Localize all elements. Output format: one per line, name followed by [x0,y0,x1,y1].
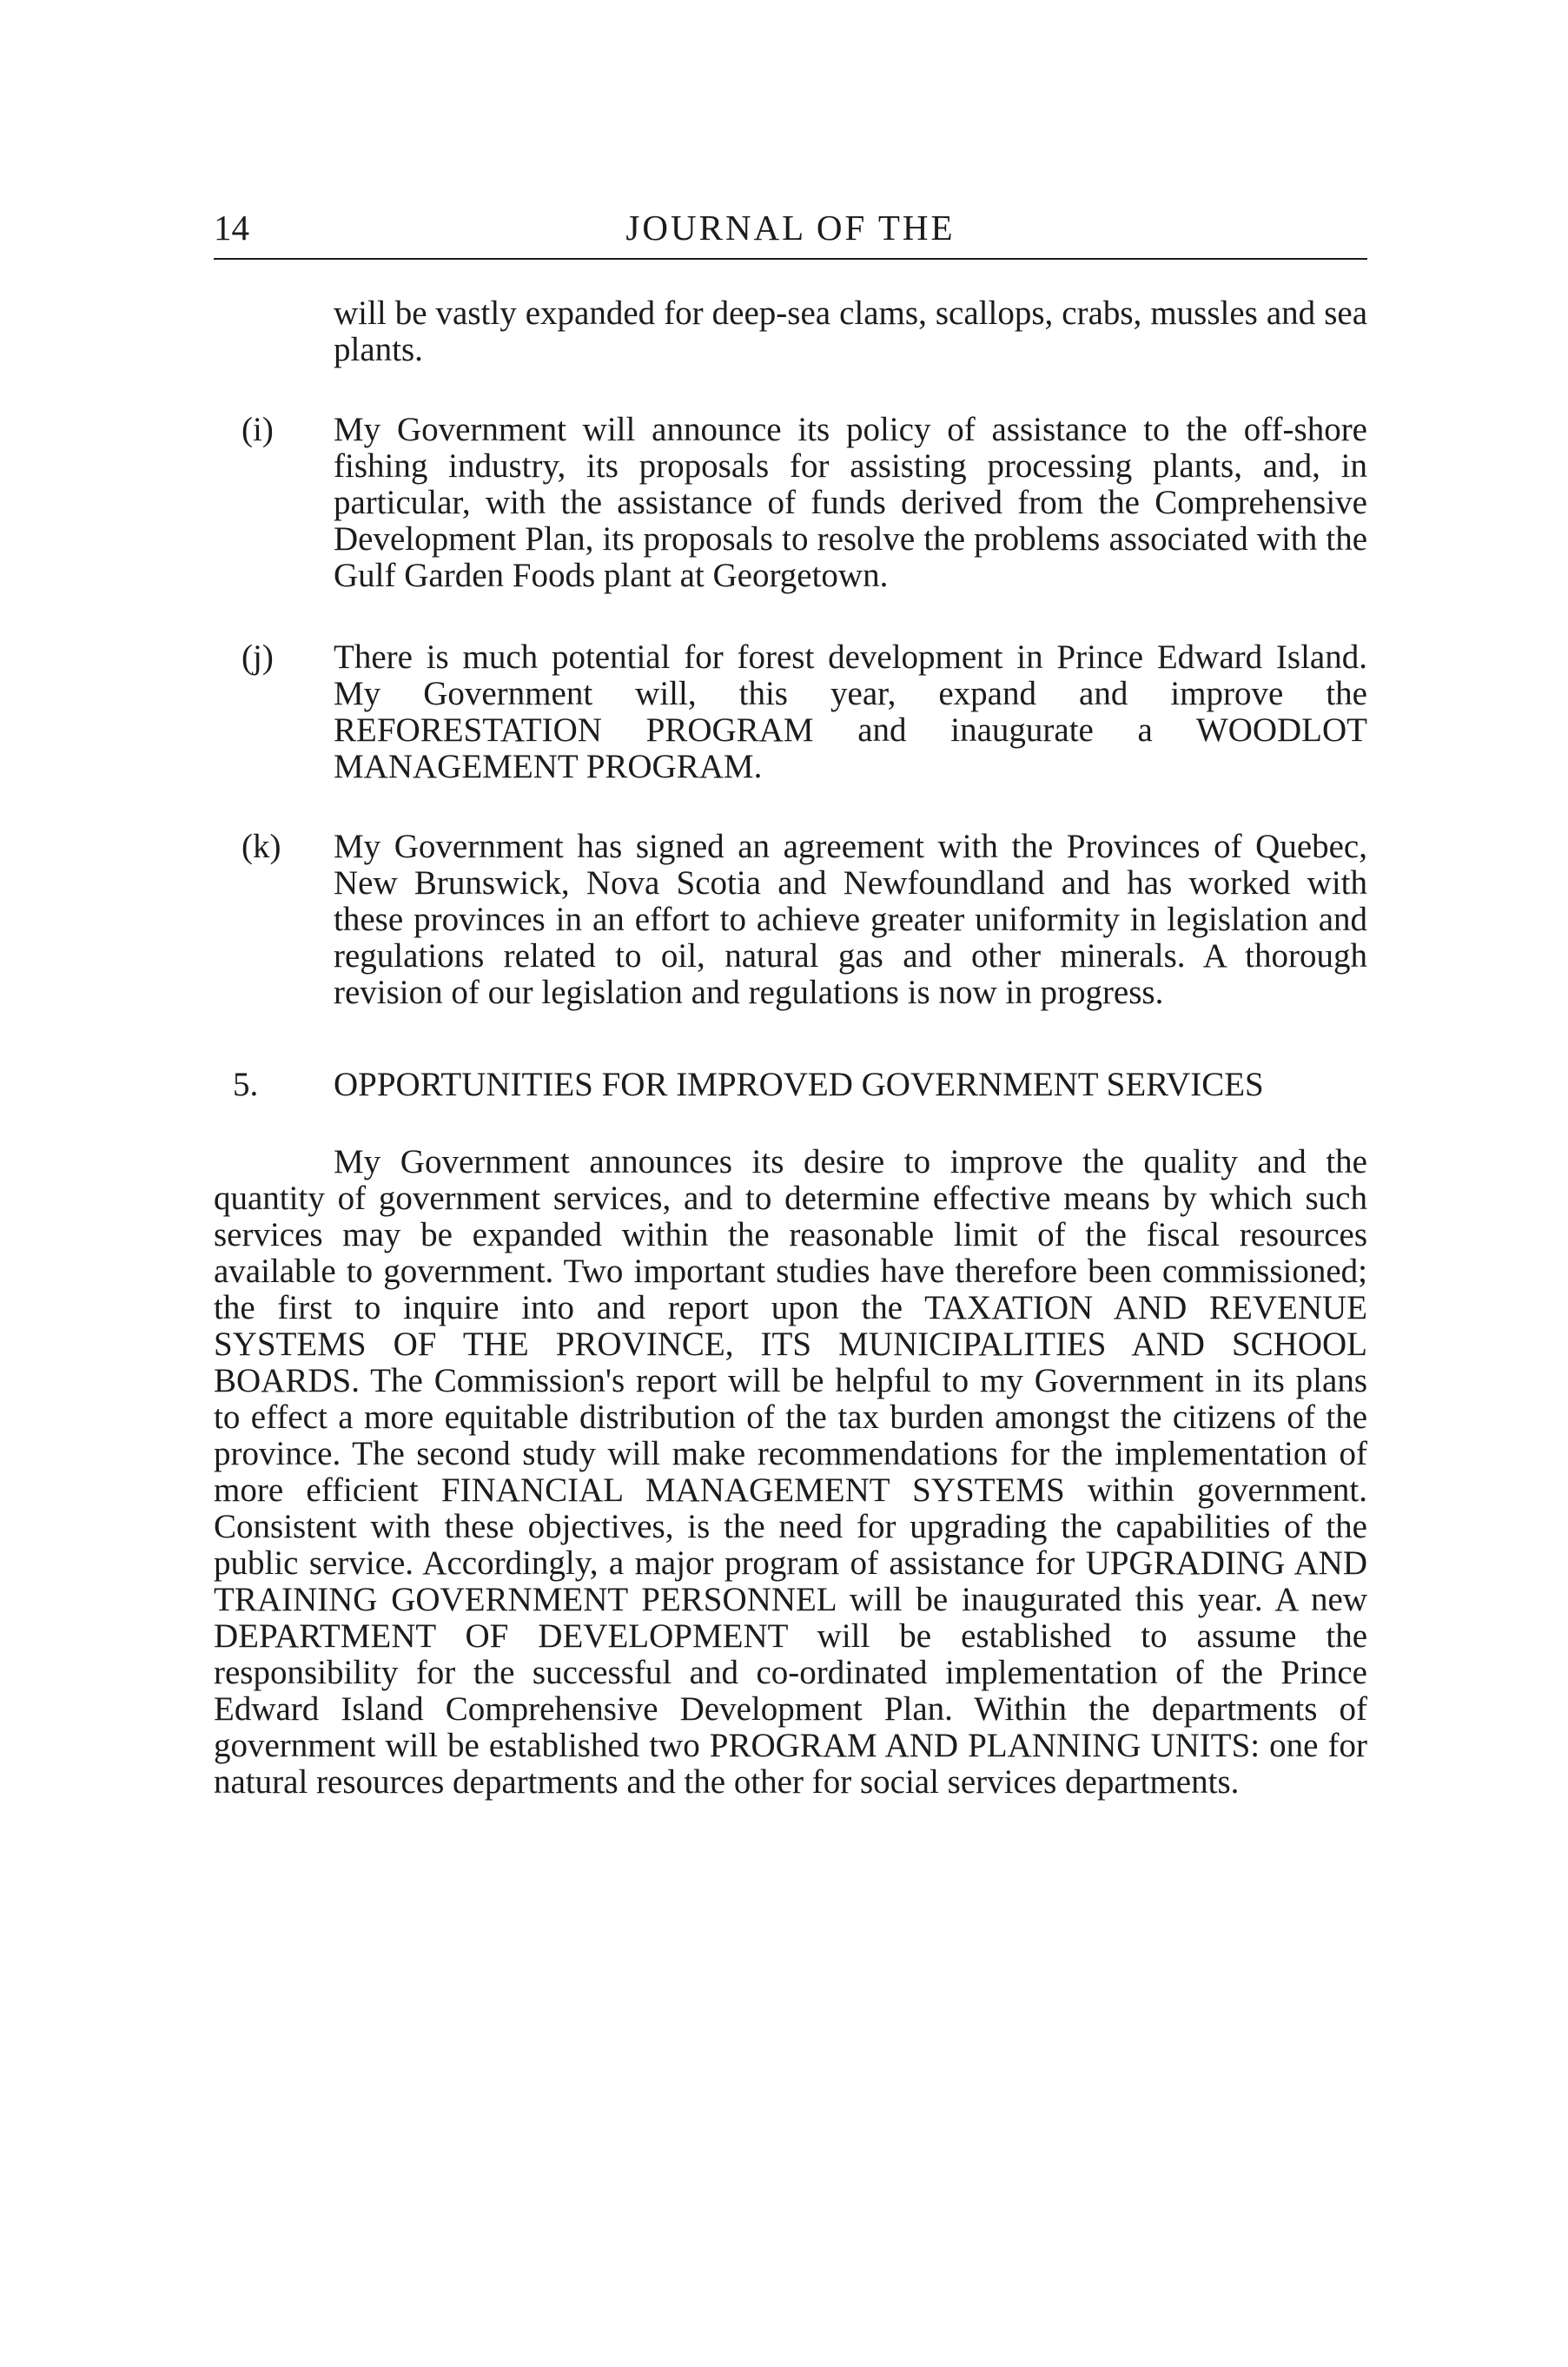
section-paragraph: My Government announces its desire to improve the quality and the quantity of government services, and to determine effective means by which such services may be expanded within the reasonable limit of the fiscal resources available to government. Two important studies have therefore been commissioned; the first to inquire into and report upon the TAXATION AND REVENUE SYSTEMS OF THE PROVINCE, ITS MUNICIPALITIES AND SCHOOL BOARDS. The Commission's report will be helpful to my Government in its plans to effect a more equitable distribution of the tax burden amongst the citizens of the province. The second study will make recommendations for the implementation of more efficient FINANCIAL MANAGEMENT SYSTEMS within government. Consistent with these objectives, is the need for upgrading the capabilities of the public service. Accordingly, a major program of assistance for UPGRADING AND TRAINING GOVERNMENT PERSONNEL will be inaugurated this year. A new DEPARTMENT OF DEVELOPMENT will be established to assume the responsibility for the successful and co-ordinated implementation of the Prince Edward Island Comprehensive Development Plan. Within the departments of government will be established two PROGRAM AND PLANNING UNITS: one for natural resources departments and the other for social services departments. [214,1143,1367,1801]
item-text: There is much potential for forest development in Prince Edward Island. My Government will, this year, expand and improve the REFORESTATION PROGRAM and inaugurate a WOODLOT MANAGEMENT PROGRAM. [334,638,1367,785]
item-label: (i) [241,411,274,448]
page-number: 14 [214,208,249,248]
item-text: My Government has signed an agreement with the Provinces of Quebec, New Brunswick, Nova Scotia and Newfoundland and has worked with these provinces in an effort to achieve greater uniformity in legislation and regulations related to oil, natural gas and other minerals. A thorough revision of our legislation and regulations is now in progress. [334,828,1367,1011]
list-item-k [214,829,1367,1011]
section-heading [214,1067,1367,1103]
continued-paragraph [214,295,1367,368]
item-label: (j) [241,638,274,676]
paragraph-text: will be vastly expanded for deep-sea clams, scallops, crabs, mussles and sea plants. [334,294,1367,368]
section-title: OPPORTUNITIES FOR IMPROVED GOVERNMENT SERVICES [334,1066,1264,1103]
journal-title: JOURNAL OF THE [625,208,956,248]
list-item-j [214,639,1367,785]
section-number: 5. [233,1066,259,1103]
running-head [214,202,1367,254]
item-text: My Government will announce its policy of assistance to the off-shore fishing industry, its proposals for assisting processing plants, and, in particular, with the assistance of funds derived from the Comprehensive Development Plan, its proposals to resolve the problems associated with the Gulf Garden Foods plant at Georgetown. [334,411,1367,594]
header-rule [214,258,1367,260]
list-item-i [214,412,1367,594]
item-label: (k) [241,828,281,865]
body-text [214,295,1367,1801]
